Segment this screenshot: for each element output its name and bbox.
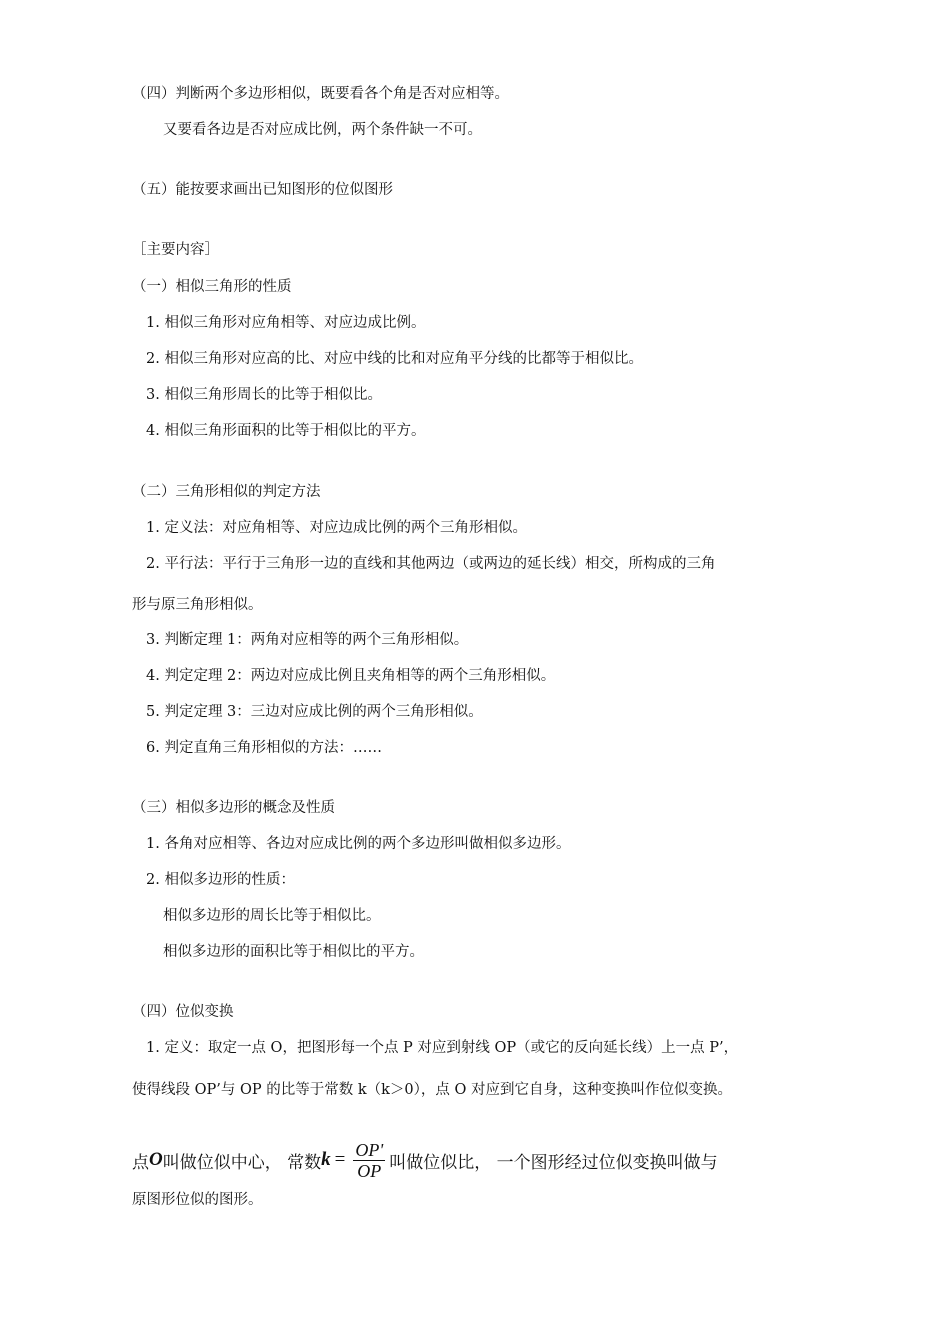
- formula-mid-text: 叫做位似中心， 常数: [162, 1152, 322, 1173]
- section-heading: （四）位似变换: [132, 1004, 234, 1020]
- list-item: 1. 定义法：对应角相等、对应边成比例的两个三角形相似。: [146, 520, 527, 536]
- list-item: 1. 定义：取定一点 O，把图形每一个点 P 对应到射线 OP（或它的反向延长线）上一点 P’，: [146, 1040, 739, 1056]
- text-line: 使得线段 OP’与 OP 的比等于常数 k（k＞0），点 O 对应到它自身，这种变换叫作位似变换。: [132, 1082, 732, 1098]
- formula-line: [132, 1138, 718, 1182]
- formula-prefix: 点: [132, 1152, 149, 1173]
- list-item: 6. 判定直角三角形相似的方法：……: [146, 740, 382, 756]
- fraction-denominator: OP: [357, 1160, 382, 1181]
- list-item: 2. 平行法：平行于三角形一边的直线和其他两边（或两边的延长线）相交，所构成的三角: [146, 556, 716, 572]
- section-heading: （二）三角形相似的判定方法: [132, 484, 321, 500]
- list-item: 4. 相似三角形面积的比等于相似比的平方。: [146, 423, 426, 439]
- text-line: 相似多边形的周长比等于相似比。: [163, 908, 381, 924]
- section-heading: （一）相似三角形的性质: [132, 279, 292, 295]
- list-item: 3. 相似三角形周长的比等于相似比。: [146, 387, 382, 403]
- section-title: ［主要内容］: [132, 242, 219, 258]
- ratio-variable: k: [321, 1149, 331, 1170]
- text-line: 形与原三角形相似。: [132, 597, 263, 613]
- ratio-fraction: [353, 1140, 385, 1181]
- list-item: 5. 判定定理 3：三边对应成比例的两个三角形相似。: [146, 704, 483, 720]
- list-item: 1. 各角对应相等、各边对应成比例的两个多边形叫做相似多边形。: [146, 836, 571, 852]
- section-heading: （三）相似多边形的概念及性质: [132, 800, 335, 816]
- text-line: 相似多边形的面积比等于相似比的平方。: [163, 944, 424, 960]
- fraction-numerator: OP': [355, 1139, 384, 1160]
- text-line: 又要看各边是否对应成比例，两个条件缺一不可。: [163, 122, 482, 138]
- section-heading: （五）能按要求画出已知图形的位似图形: [132, 182, 393, 198]
- equals-sign: =: [334, 1149, 346, 1170]
- center-variable: O: [149, 1149, 163, 1170]
- list-item: 2. 相似三角形对应高的比、对应中线的比和对应角平分线的比都等于相似比。: [146, 351, 643, 367]
- list-item: 2. 相似多边形的性质：: [146, 872, 295, 888]
- list-item: 3. 判断定理 1：两角对应相等的两个三角形相似。: [146, 632, 469, 648]
- text-line: （四）判断两个多边形相似，既要看各个角是否对应相等。: [132, 86, 509, 102]
- list-item: 4. 判定定理 2：两边对应成比例且夹角相等的两个三角形相似。: [146, 668, 556, 684]
- formula-suffix: 叫做位似比， 一个图形经过位似变换叫做与: [389, 1152, 718, 1173]
- text-line: 原图形位似的图形。: [132, 1192, 263, 1208]
- list-item: 1. 相似三角形对应角相等、对应边成比例。: [146, 315, 426, 331]
